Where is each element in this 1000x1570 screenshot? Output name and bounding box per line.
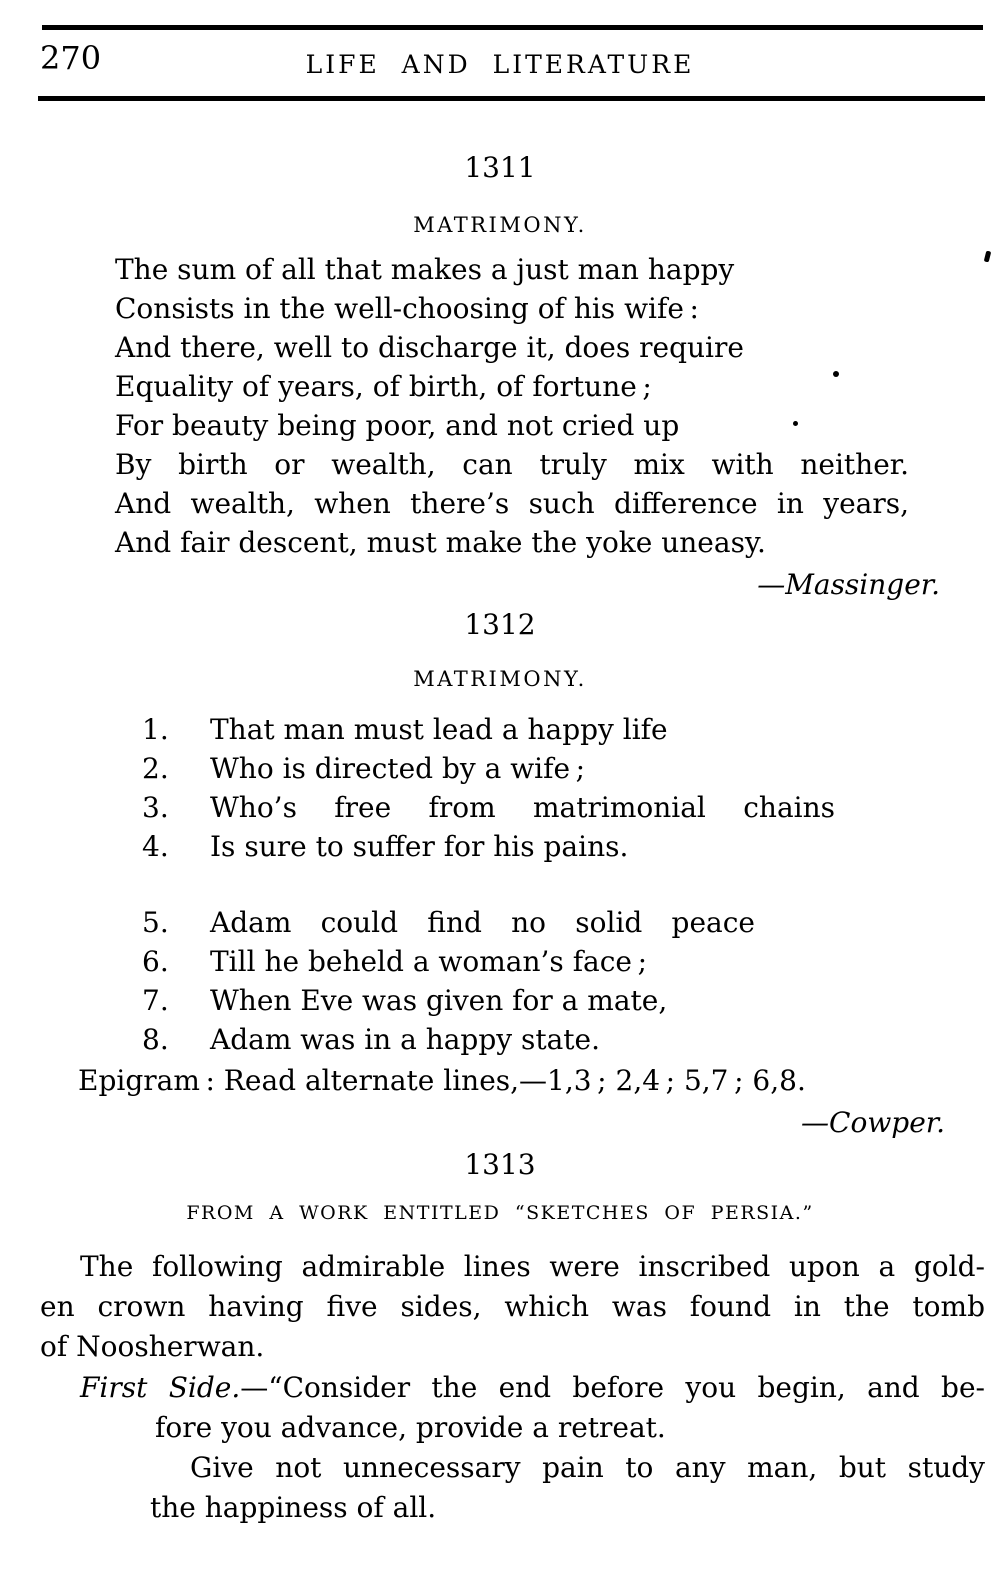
poem-line: By birth or wealth, can truly mix with neither.: [115, 448, 909, 481]
section-heading-1313: FROM A WORK ENTITLED “SKETCHES OF PERSIA.”: [186, 1202, 814, 1224]
line-text: Adam was in a happy state.: [210, 1023, 601, 1056]
first-side-text: —“Consider the end before you begin, and be-: [240, 1371, 985, 1404]
poem-line: For beauty being poor, and not cried up: [115, 409, 680, 442]
scan-speck: [833, 371, 839, 377]
line-number: 1.: [142, 713, 169, 746]
line-text: Who is directed by a wife ;: [210, 752, 586, 785]
line-text: That man must lead a happy life: [210, 713, 668, 746]
poem-line: Consists in the well-choosing of his wife :: [115, 292, 699, 325]
section-heading-1312: MATRIMONY.: [413, 667, 587, 691]
list-item: [142, 788, 835, 827]
header-rule-bottom: [38, 96, 985, 101]
line-text: When Eve was given for a mate,: [210, 984, 668, 1017]
list-item: [142, 942, 755, 981]
poem-line: The sum of all that makes a just man happy: [115, 253, 735, 286]
numbered-verse-1-4: [142, 710, 835, 866]
scan-speck: [793, 421, 798, 426]
poem-1311: [115, 250, 909, 562]
line-number: 3.: [142, 791, 169, 824]
poem-line: And there, well to discharge it, does require: [115, 331, 744, 364]
first-side-line: Give not unnecessary pain to any man, but study: [190, 1451, 985, 1484]
line-number: 8.: [142, 1023, 169, 1056]
epigram-note: Epigram : Read alternate lines,—1,3 ; 2,4 ; 5,7 ; 6,8.: [78, 1064, 806, 1097]
header-rule-top: [42, 25, 983, 30]
list-item: [142, 1020, 755, 1059]
list-item: [142, 710, 835, 749]
list-item: [142, 981, 755, 1020]
poem-line: And fair descent, must make the yoke uneasy.: [115, 526, 766, 559]
list-item: [142, 827, 835, 866]
running-title: LIFE AND LITERATURE: [305, 50, 695, 79]
first-side-line: the happiness of all.: [150, 1491, 437, 1524]
paragraph-line: of Noosherwan.: [40, 1330, 265, 1363]
line-number: 6.: [142, 945, 169, 978]
line-number: 5.: [142, 906, 169, 939]
line-text: Is sure to suffer for his pains.: [210, 830, 629, 863]
first-side-line: fore you advance, provide a retreat.: [155, 1411, 666, 1444]
section-number-1312: 1312: [464, 608, 536, 641]
first-side-label: First Side.: [80, 1371, 241, 1404]
page-number: 270: [40, 39, 102, 77]
intro-paragraph: [40, 1247, 985, 1367]
attribution-cowper: —Cowper.: [801, 1106, 945, 1139]
scan-speck: [984, 251, 992, 263]
paragraph-line: The following admirable lines were inscribed upon a gold-: [80, 1250, 985, 1283]
numbered-verse-5-8: [142, 903, 755, 1059]
section-heading-1311: MATRIMONY.: [413, 213, 587, 237]
line-text: Adam could find no solid peace: [210, 906, 755, 939]
list-item: [142, 749, 835, 788]
line-number: 2.: [142, 752, 169, 785]
line-text: Who’s free from matrimonial chains: [210, 791, 835, 824]
attribution-massinger: —Massinger.: [757, 568, 940, 601]
section-number-1311: 1311: [464, 151, 536, 184]
poem-line: Equality of years, of birth, of fortune ;: [115, 370, 652, 403]
section-number-1313: 1313: [464, 1148, 536, 1181]
line-number: 4.: [142, 830, 169, 863]
poem-line: And wealth, when there’s such difference in years,: [115, 487, 909, 520]
line-number: 7.: [142, 984, 169, 1017]
first-side-line: [80, 1371, 985, 1404]
paragraph-line: en crown having five sides, which was found in the tomb: [40, 1290, 985, 1323]
list-item: [142, 903, 755, 942]
line-text: Till he beheld a woman’s face ;: [210, 945, 648, 978]
